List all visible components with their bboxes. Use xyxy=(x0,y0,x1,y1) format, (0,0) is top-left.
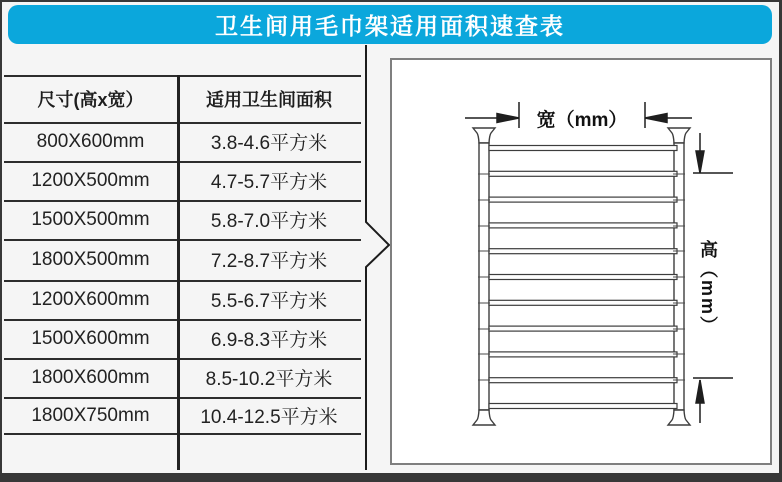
table-row xyxy=(4,202,361,237)
cell-size: 1800X500mm xyxy=(31,248,150,270)
table-row xyxy=(4,321,361,356)
cell-area: 5.5-6.7平方米 xyxy=(210,291,328,312)
table-row xyxy=(4,241,361,278)
cell-area: 3.8-4.6平方米 xyxy=(210,133,328,154)
cell-area: 6.9-8.3平方米 xyxy=(210,330,328,351)
cell-size: 1200X600mm xyxy=(31,288,150,310)
cell-area: 10.4-12.5平方米 xyxy=(200,407,338,428)
cell-size: 1800X750mm xyxy=(31,404,150,426)
cell-area: 5.8-7.0平方米 xyxy=(210,211,328,232)
rack-bars xyxy=(489,146,677,409)
frame-left xyxy=(0,0,2,482)
table-row xyxy=(4,399,361,432)
table-row xyxy=(4,282,361,317)
cell-area: 4.7-5.7平方米 xyxy=(210,172,328,193)
cell-area: 7.2-8.7平方米 xyxy=(210,251,328,272)
cell-size: 1200X500mm xyxy=(31,169,150,191)
frame-top xyxy=(0,0,782,2)
cell-size: 1500X500mm xyxy=(31,208,150,230)
table-row xyxy=(4,163,361,198)
header-area: 适用卫生间面积 xyxy=(206,89,332,110)
header-size: 尺寸(高x宽） xyxy=(37,89,144,110)
cell-size: 1500X600mm xyxy=(31,327,150,349)
table-row xyxy=(4,124,361,159)
height-dimension-label: 高（mm） xyxy=(698,240,718,337)
table-header-row xyxy=(4,77,361,120)
table-row xyxy=(4,360,361,395)
title-bar xyxy=(8,5,772,44)
diagram-panel xyxy=(390,58,772,465)
cell-size: 1800X600mm xyxy=(31,366,150,388)
width-dimension-label: 宽（mm） xyxy=(536,109,628,131)
cell-size: 800X600mm xyxy=(36,130,145,152)
table-rule xyxy=(4,433,361,435)
page-title: 卫生间用毛巾架适用面积速查表 xyxy=(215,13,565,39)
cell-area: 8.5-10.2平方米 xyxy=(205,369,333,390)
